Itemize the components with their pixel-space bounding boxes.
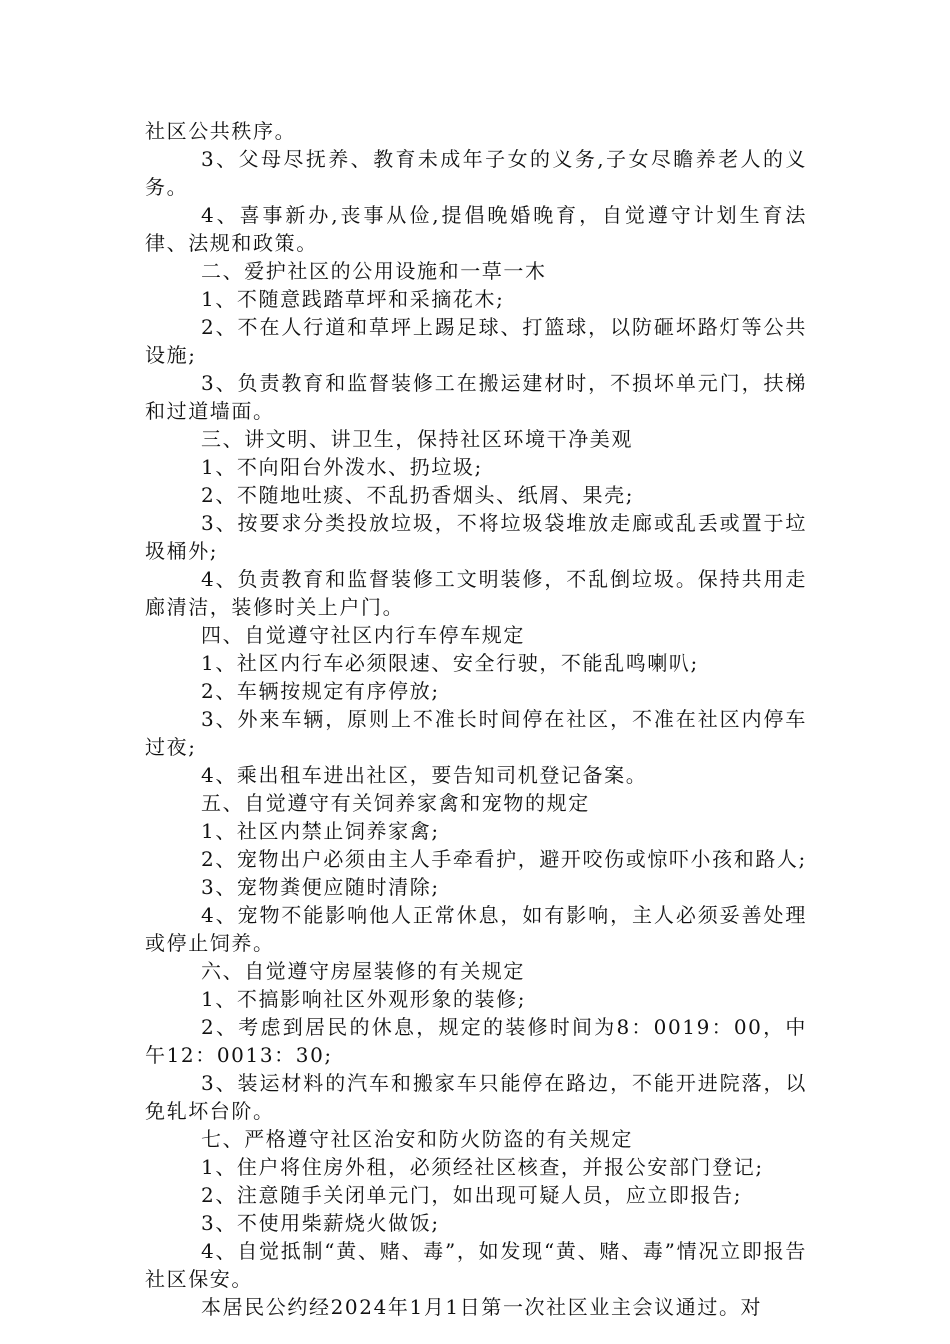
paragraph: 2、宠物出户必须由主人手牵看护，避开咬伤或惊吓小孩和路人; [201, 847, 807, 871]
section-heading: 七、严格遵守社区治安和防火防盗的有关规定 [201, 1127, 633, 1151]
paragraph: 1、住户将住房外租，必须经社区核查，并报公安部门登记; [201, 1155, 764, 1179]
paragraph: 2、不在人行道和草坪上踢足球、打篮球，以防砸坏路灯等公共设施; [145, 315, 807, 367]
paragraph: 1、不随意践踏草坪和采摘花木; [201, 287, 505, 311]
paragraph: 2、车辆按规定有序停放; [201, 679, 440, 703]
paragraph: 2、不随地吐痰、不乱扔香烟头、纸屑、果壳; [201, 483, 635, 507]
paragraph: 4、自觉抵制“黄、赌、毒”，如发现“黄、赌、毒”情况立即报告社区保安。 [145, 1239, 807, 1291]
paragraph: 1、不向阳台外泼水、扔垃圾; [201, 455, 483, 479]
paragraph: 2、考虑到居民的休息，规定的装修时间为8：0019：00，中午12：0013：30; [145, 1015, 807, 1067]
paragraph: 3、宠物粪便应随时清除; [201, 875, 440, 899]
paragraph: 4、负责教育和监督装修工文明装修，不乱倒垃圾。保持共用走廊清洁，装修时关上户门。 [145, 567, 807, 619]
section-heading: 五、自觉遵守有关饲养家禽和宠物的规定 [201, 791, 590, 815]
document-body [145, 117, 807, 1321]
paragraph: 2、注意随手关闭单元门，如出现可疑人员，应立即报告; [201, 1183, 743, 1207]
section-heading: 三、讲文明、讲卫生，保持社区环境干净美观 [201, 427, 633, 451]
paragraph: 3、不使用柴薪烧火做饭; [201, 1211, 440, 1235]
section-heading: 六、自觉遵守房屋装修的有关规定 [201, 959, 525, 983]
paragraph: 3、外来车辆，原则上不准长时间停在社区，不准在社区内停车过夜; [145, 707, 807, 759]
paragraph: 4、喜事新办,丧事从俭,提倡晚婚晚育，自觉遵守计划生育法律、法规和政策。 [145, 203, 807, 255]
paragraph: 本居民公约经2024年1月1日第一次社区业主会议通过。对 [201, 1295, 763, 1319]
paragraph: 3、按要求分类投放垃圾，不将垃圾袋堆放走廊或乱丢或置于垃圾桶外; [145, 511, 807, 563]
paragraph: 1、社区内禁止饲养家禽; [201, 819, 440, 843]
paragraph: 1、社区内行车必须限速、安全行驶，不能乱鸣喇叭; [201, 651, 699, 675]
paragraph: 1、不搞影响社区外观形象的装修; [201, 987, 527, 1011]
paragraph: 3、装运材料的汽车和搬家车只能停在路边，不能开进院落，以免轧坏台阶。 [145, 1071, 807, 1123]
section-heading: 四、自觉遵守社区内行车停车规定 [201, 623, 525, 647]
paragraph: 3、父母尽抚养、教育未成年子女的义务,子女尽瞻养老人的义务。 [145, 147, 807, 199]
paragraph: 4、乘出租车进出社区，要告知司机登记备案。 [201, 763, 648, 787]
section-heading: 二、爱护社区的公用设施和一草一木 [201, 259, 547, 283]
paragraph: 4、宠物不能影响他人正常休息，如有影响，主人必须妥善处理或停止饲养。 [145, 903, 807, 955]
paragraph: 3、负责教育和监督装修工在搬运建材时，不损坏单元门，扶梯和过道墙面。 [145, 371, 807, 423]
paragraph: 社区公共秩序。 [145, 119, 297, 143]
